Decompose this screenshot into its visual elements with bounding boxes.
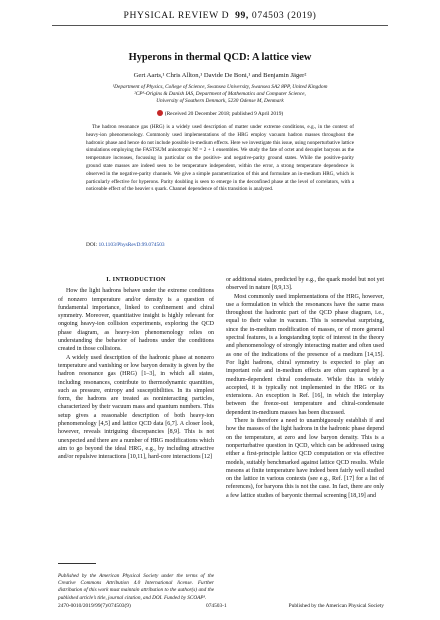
author-list: Gert Aarts,¹ Chris Allton,¹ Davide De Boni,¹ and Benjamin Jäger² [133,72,307,79]
journal-volume: 99, [235,10,249,21]
affiliation-2: ²CP³-Origins & Danish IAS, Department of Mathematics and Computer Science, [134,91,306,97]
doi-line [86,242,165,248]
affiliation-1: ¹Department of Physics, College of Science, Swansea University, Swansea SA2 8PP, United Kingdom [112,84,328,90]
header-rule [52,25,388,26]
section-heading: I. INTRODUCTION [106,276,166,283]
affiliation-2-address: University of Southern Denmark, 5230 Odense M, Denmark [156,98,284,104]
doi-label: DOI: [86,242,98,248]
footer-publisher: Published by the American Physical Society [288,603,384,609]
footer-issn: 2470-0010/2019/99(7)/074503(9) [58,603,131,609]
paragraph: There is therefore a need to unambiguously establish if and how the masses of the light hadrons in the hadronic phase depend on the temperature, at zero and low baryon density. This is a nonperturbative question in QCD, which can be addressed using either a first-principle lattice QCD computation or via effective models, suitably benchmarked against lattice QCD results. While mesons at finite temperature have indeed been fairly well studied on the lattice in various contexts (see e.g., Ref. [17] for a list of references), for baryons this is not the case. In fact, there are only a few lattice studies of baryonic thermal screening [18,19] and [226,418,384,499]
left-column [58,276,214,462]
paragraph: A widely used description of the hadronic phase at nonzero temperature and vanishing or low baryon density is given by the hadron resonance gas (HRG) [1–3], in which all states, including resonances, contribute to thermodynamic quantities, such as pressure, entropy and susceptibilities. In its simplest form, the hadrons are treated as noninteracting particles, characterized by their vacuum mass and quantum numbers. This setup gives a reasonable description of both heavy-ion phenomenology [4,5] and lattice QCD data [6,7]. A closer look, however, reveals intriguing discrepancies [8,9]. This is not unexpected and there are a number of HRG modifications which aim to go beyond the ideal HRG, e.g., by including attractive and/or repulsive interactions [10,11], hard-core interactions [12] [58,354,214,461]
journal-header [0,10,440,21]
check-for-updates-icon[interactable] [157,110,163,116]
paper-title: Hyperons in thermal QCD: A lattice view [128,52,312,63]
footnote-rule [58,563,96,564]
abstract-text: The hadron resonance gas (HRG) is a widely used description of matter under extreme conditions, e.g., in the context of heavy-ion phenomenology. Commonly used implementations of the HRG employ vacuum hadron masses throughout the hadronic phase and hence do not include possible in-medium effects. Here we investigate this issue, using nonperturbative lattice simulations employing the FASTSUM anisotropic Nf = 2 + 1 ensembles. We study the fate of octet and decuplet baryons as the temperature increases, focussing in particular on the positive- and negative-parity ground states. While the positive-parity ground state masses are indeed seen to be temperature independent, within the error, a strong temperature dependence is observed in the negative-parity channels. We give a simple parametrization of this and formulate an in-medium HRG, which is particularly effective for hyperons. Parity doubling is seen to emerge in the deconfined phase at the level of correlators, with a noticeable effect of the heavier s quark. Channel dependence of this transition is analyzed. [86,124,354,193]
paragraph: How the light hadrons behave under the extreme conditions of nonzero temperature and/or density is a question of fundamental importance, linked to confinement and chiral symmetry. Moreover, quantitative insight is highly relevant for ongoing heavy-ion collision experiments, exploring the QCD phase diagram, as heavy-ion phenomenology relies on understanding the behavior of hadrons under the conditions created in those collisions. [58,288,214,353]
publication-dates [0,110,440,117]
doi-link[interactable]: 10.1103/PhysRevD.99.074503 [98,242,165,248]
abstract [86,124,354,194]
received-published-dates: (Received 20 December 2018; published 9 April 2019) [164,111,284,117]
paragraph: or additional states, predicted by e.g., the quark model but not yet observed in nature [8,9,13]. [226,277,384,292]
license-footnote: Published by the American Physical Society under the terms of the Creative Commons Attribution 4.0 International license. Further distribution of this work must maintain attribution to the author(s) and the published article’s title, journal citation, and DOI. Funded by SCOAP³. [58,573,214,601]
right-column [226,276,384,500]
footer-page-number: 074503-1 [206,603,227,609]
paragraph: Most commonly used implementations of the HRG, however, use a formulation in which the resonances have the same mass throughout the hadronic part of the QCD phase diagram, i.e., equal to their value in vacuum. This is somewhat surprising, since the in-medium modification of masses, or of more general spectral features, is a longstanding topic of interest in the theory and phenomenology of strongly interacting matter and often used as one of the indications of the presence of a medium [14,15]. For light hadrons, chiral symmetry is expected to play an important role and in-medium effects are often captured by a medium-dependent chiral condensate. While this is widely accepted, it is typically not implemented in the HRG or its extensions. An exception is Ref. [16], in which the interplay between the freeze-out temperature and chiral-condensate dependent in-medium masses has been discussed. [226,293,384,416]
article-citation: 074503 (2019) [251,10,317,21]
journal-name: PHYSICAL REVIEW D [123,10,230,21]
